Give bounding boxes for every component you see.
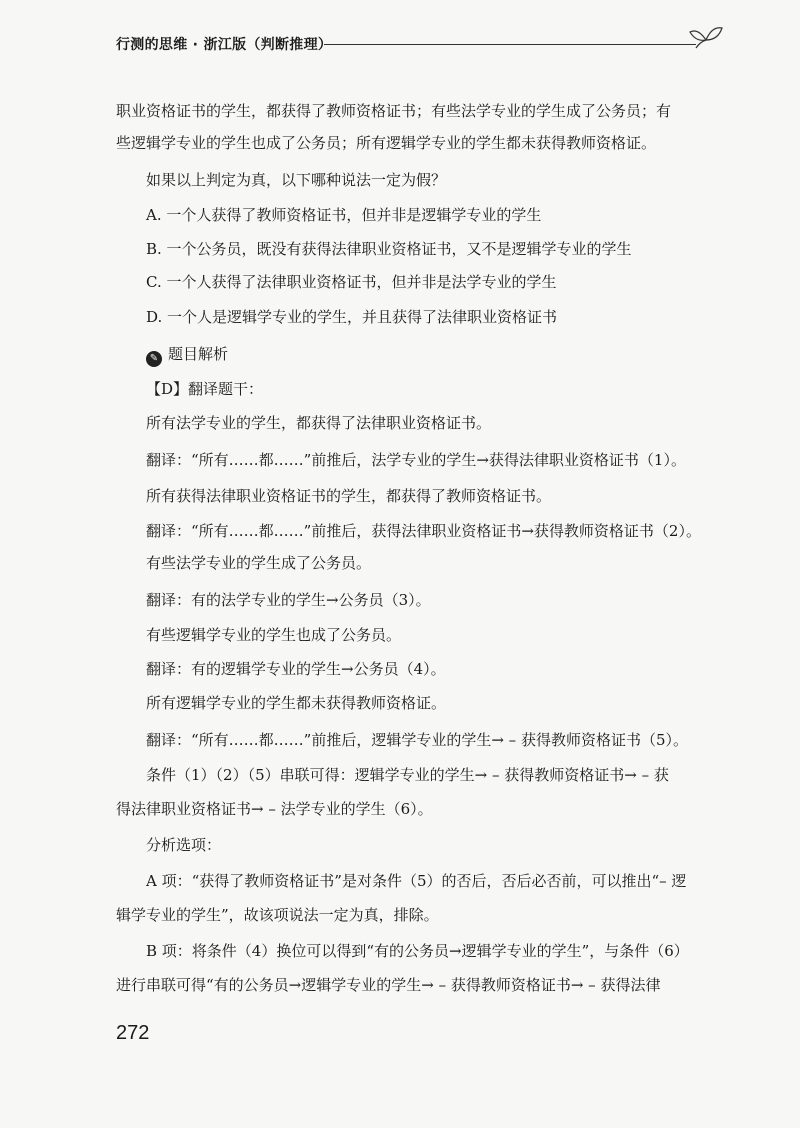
analysis-line: 所有法学专业的学生，都获得了法律职业资格证书。 — [146, 414, 492, 432]
analysis-line: 翻译：“所有……都……”前推后，获得法律职业资格证书→获得教师资格证书（2）。 — [146, 522, 701, 540]
analysis-line: B 项：将条件（4）换位可以得到“有的公务员→逻辑学专业的学生”，与条件（6） — [146, 942, 689, 960]
analysis-line: 有些逻辑学专业的学生也成了公务员。 — [146, 626, 402, 644]
option-c: C. 一个人获得了法律职业资格证书，但并非是法学专业的学生 — [146, 273, 557, 291]
option-a: A. 一个人获得了教师资格证书，但并非是逻辑学专业的学生 — [146, 206, 542, 224]
analysis-line: 分析选项： — [146, 836, 222, 854]
stem-line: 职业资格证书的学生，都获得了教师资格证书；有些法学专业的学生成了公务员；有 — [116, 102, 672, 120]
analysis-heading-text: 题目解析 — [168, 345, 229, 363]
analysis-line: 所有获得法律职业资格证书的学生，都获得了教师资格证书。 — [146, 487, 552, 505]
page-number: 272 — [116, 1022, 150, 1044]
analysis-line: 辑学专业的学生”，故该项说法一定为真，排除。 — [116, 906, 439, 924]
pencil-badge-icon: ✎ — [146, 351, 162, 367]
analysis-line: 得法律职业资格证书→ – 法学专业的学生（6）。 — [116, 800, 433, 818]
question-prompt: 如果以上判定为真，以下哪种说法一定为假？ — [146, 171, 447, 189]
stem-line: 些逻辑学专业的学生也成了公务员；所有逻辑学专业的学生都未获得教师资格证。 — [116, 134, 657, 152]
analysis-line: 翻译：有的法学专业的学生→公务员（3）。 — [146, 591, 431, 609]
analysis-line: 条件（1）（2）（5）串联可得：逻辑学专业的学生→ – 获得教师资格证书→ – 获 — [146, 766, 669, 784]
analysis-line: 翻译：“所有……都……”前推后，法学专业的学生→获得法律职业资格证书（1）。 — [146, 451, 686, 469]
analysis-line: A 项：“获得了教师资格证书”是对条件（5）的否后，否后必否前，可以推出“– 逻 — [146, 872, 687, 890]
analysis-line: 翻译：有的逻辑学专业的学生→公务员（4）。 — [146, 660, 446, 678]
analysis-line: 翻译：“所有……都……”前推后，逻辑学专业的学生→ – 获得教师资格证书（5）。 — [146, 731, 688, 749]
analysis-line: 所有逻辑学专业的学生都未获得教师资格证。 — [146, 694, 447, 712]
sprout-icon — [686, 18, 726, 58]
analysis-line: 有些法学专业的学生成了公务员。 — [146, 554, 372, 572]
analysis-heading — [146, 344, 228, 367]
analysis-line: 进行串联可得“有的公务员→逻辑学专业的学生→ – 获得教师资格证书→ – 获得法律 — [116, 976, 661, 994]
option-b: B. 一个公务员，既没有获得法律职业资格证书，又不是逻辑学专业的学生 — [146, 240, 632, 258]
running-header — [116, 34, 716, 58]
header-rule — [324, 44, 696, 45]
header-title: 行测的思维 · 浙江版（判断推理） — [116, 37, 333, 53]
answer-line: 【D】翻译题干： — [146, 380, 264, 398]
option-d: D. 一个人是逻辑学专业的学生，并且获得了法律职业资格证书 — [146, 308, 558, 326]
